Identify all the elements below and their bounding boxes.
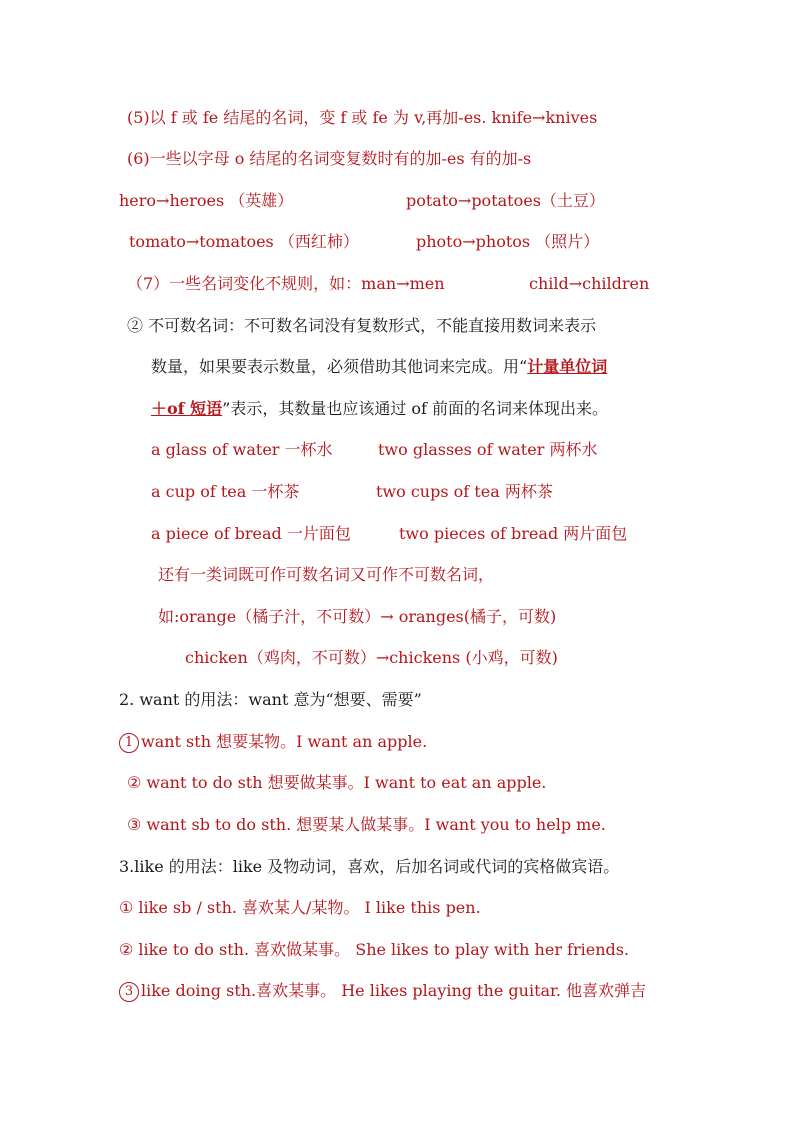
desc-text: ”表示，其数量也应该通过 of 前面的名词来体现出来。	[222, 399, 609, 418]
example-tea: a cup of tea 一杯茶	[151, 482, 300, 501]
want-usage-2: ② want to do sth 想要做某事。I want to eat an apple.	[127, 773, 547, 792]
example-tea-plural: two cups of tea 两杯茶	[376, 482, 553, 501]
example-bread: a piece of bread 一片面包	[151, 524, 351, 543]
example-tomato: tomato→tomatoes （西红柿）	[129, 232, 359, 251]
text-line-6: (6)一些以字母 o 结尾的名词变复数时有的加-es 有的加-s	[127, 149, 532, 168]
uncountable-heading: ② 不可数名词：不可数名词没有复数形式，不能直接用数词来表示	[127, 316, 597, 335]
usage-text: like doing sth.喜欢某事。 He likes playing the guitar. 他喜欢弹吉	[141, 981, 647, 1000]
example-water-plural: two glasses of water 两杯水	[378, 440, 598, 459]
like-usage-3	[119, 980, 646, 1002]
want-heading: 2. want 的用法：want 意为“想要、需要”	[119, 690, 422, 709]
example-chicken: chicken（鸡肉，不可数）→chickens (小鸡，可数)	[185, 648, 558, 667]
text-line-5: (5)以 f 或 fe 结尾的名词，变 f 或 fe 为 v,再加-es. knife→knives	[127, 108, 598, 127]
highlight-term: 计量单位词	[527, 357, 608, 376]
circled-number: 3	[119, 982, 139, 1002]
like-usage-2: ② like to do sth. 喜欢做某事。 She likes to play with her friends.	[119, 940, 630, 959]
example-orange: 如:orange（橘子汁，不可数）→ oranges(橘子，可数)	[158, 607, 557, 626]
usage-text: want sth 想要某物。I want an apple.	[141, 732, 428, 751]
example-water: a glass of water 一杯水	[151, 440, 333, 459]
dual-noun-note: 还有一类词既可作可数名词又可作不可数名词，	[158, 565, 495, 584]
like-heading: 3.like 的用法：like 及物动词，喜欢，后加名词或代词的宾格做宾语。	[119, 857, 620, 876]
example-photo: photo→photos （照片）	[416, 232, 600, 251]
circled-number: 1	[119, 733, 139, 753]
uncountable-desc-2	[151, 398, 608, 420]
example-bread-plural: two pieces of bread 两片面包	[399, 524, 628, 543]
highlight-phrase: ＋of 短语	[151, 399, 223, 418]
want-usage-3: ③ want sb to do sth. 想要某人做某事。I want you to help me.	[127, 815, 606, 834]
example-potato: potato→potatoes（土豆）	[406, 191, 605, 210]
desc-text: 数量，如果要表示数量，必须借助其他词来完成。用“	[151, 357, 528, 376]
want-usage-1	[119, 731, 427, 753]
example-hero: hero→heroes （英雄）	[119, 191, 294, 210]
example-child: child→children	[529, 274, 650, 293]
text-line-7: （7）一些名词变化不规则，如：man→men	[127, 274, 445, 293]
uncountable-desc-1	[151, 356, 607, 378]
like-usage-1: ① like sb / sth. 喜欢某人/某物。 I like this pen.	[119, 898, 481, 917]
